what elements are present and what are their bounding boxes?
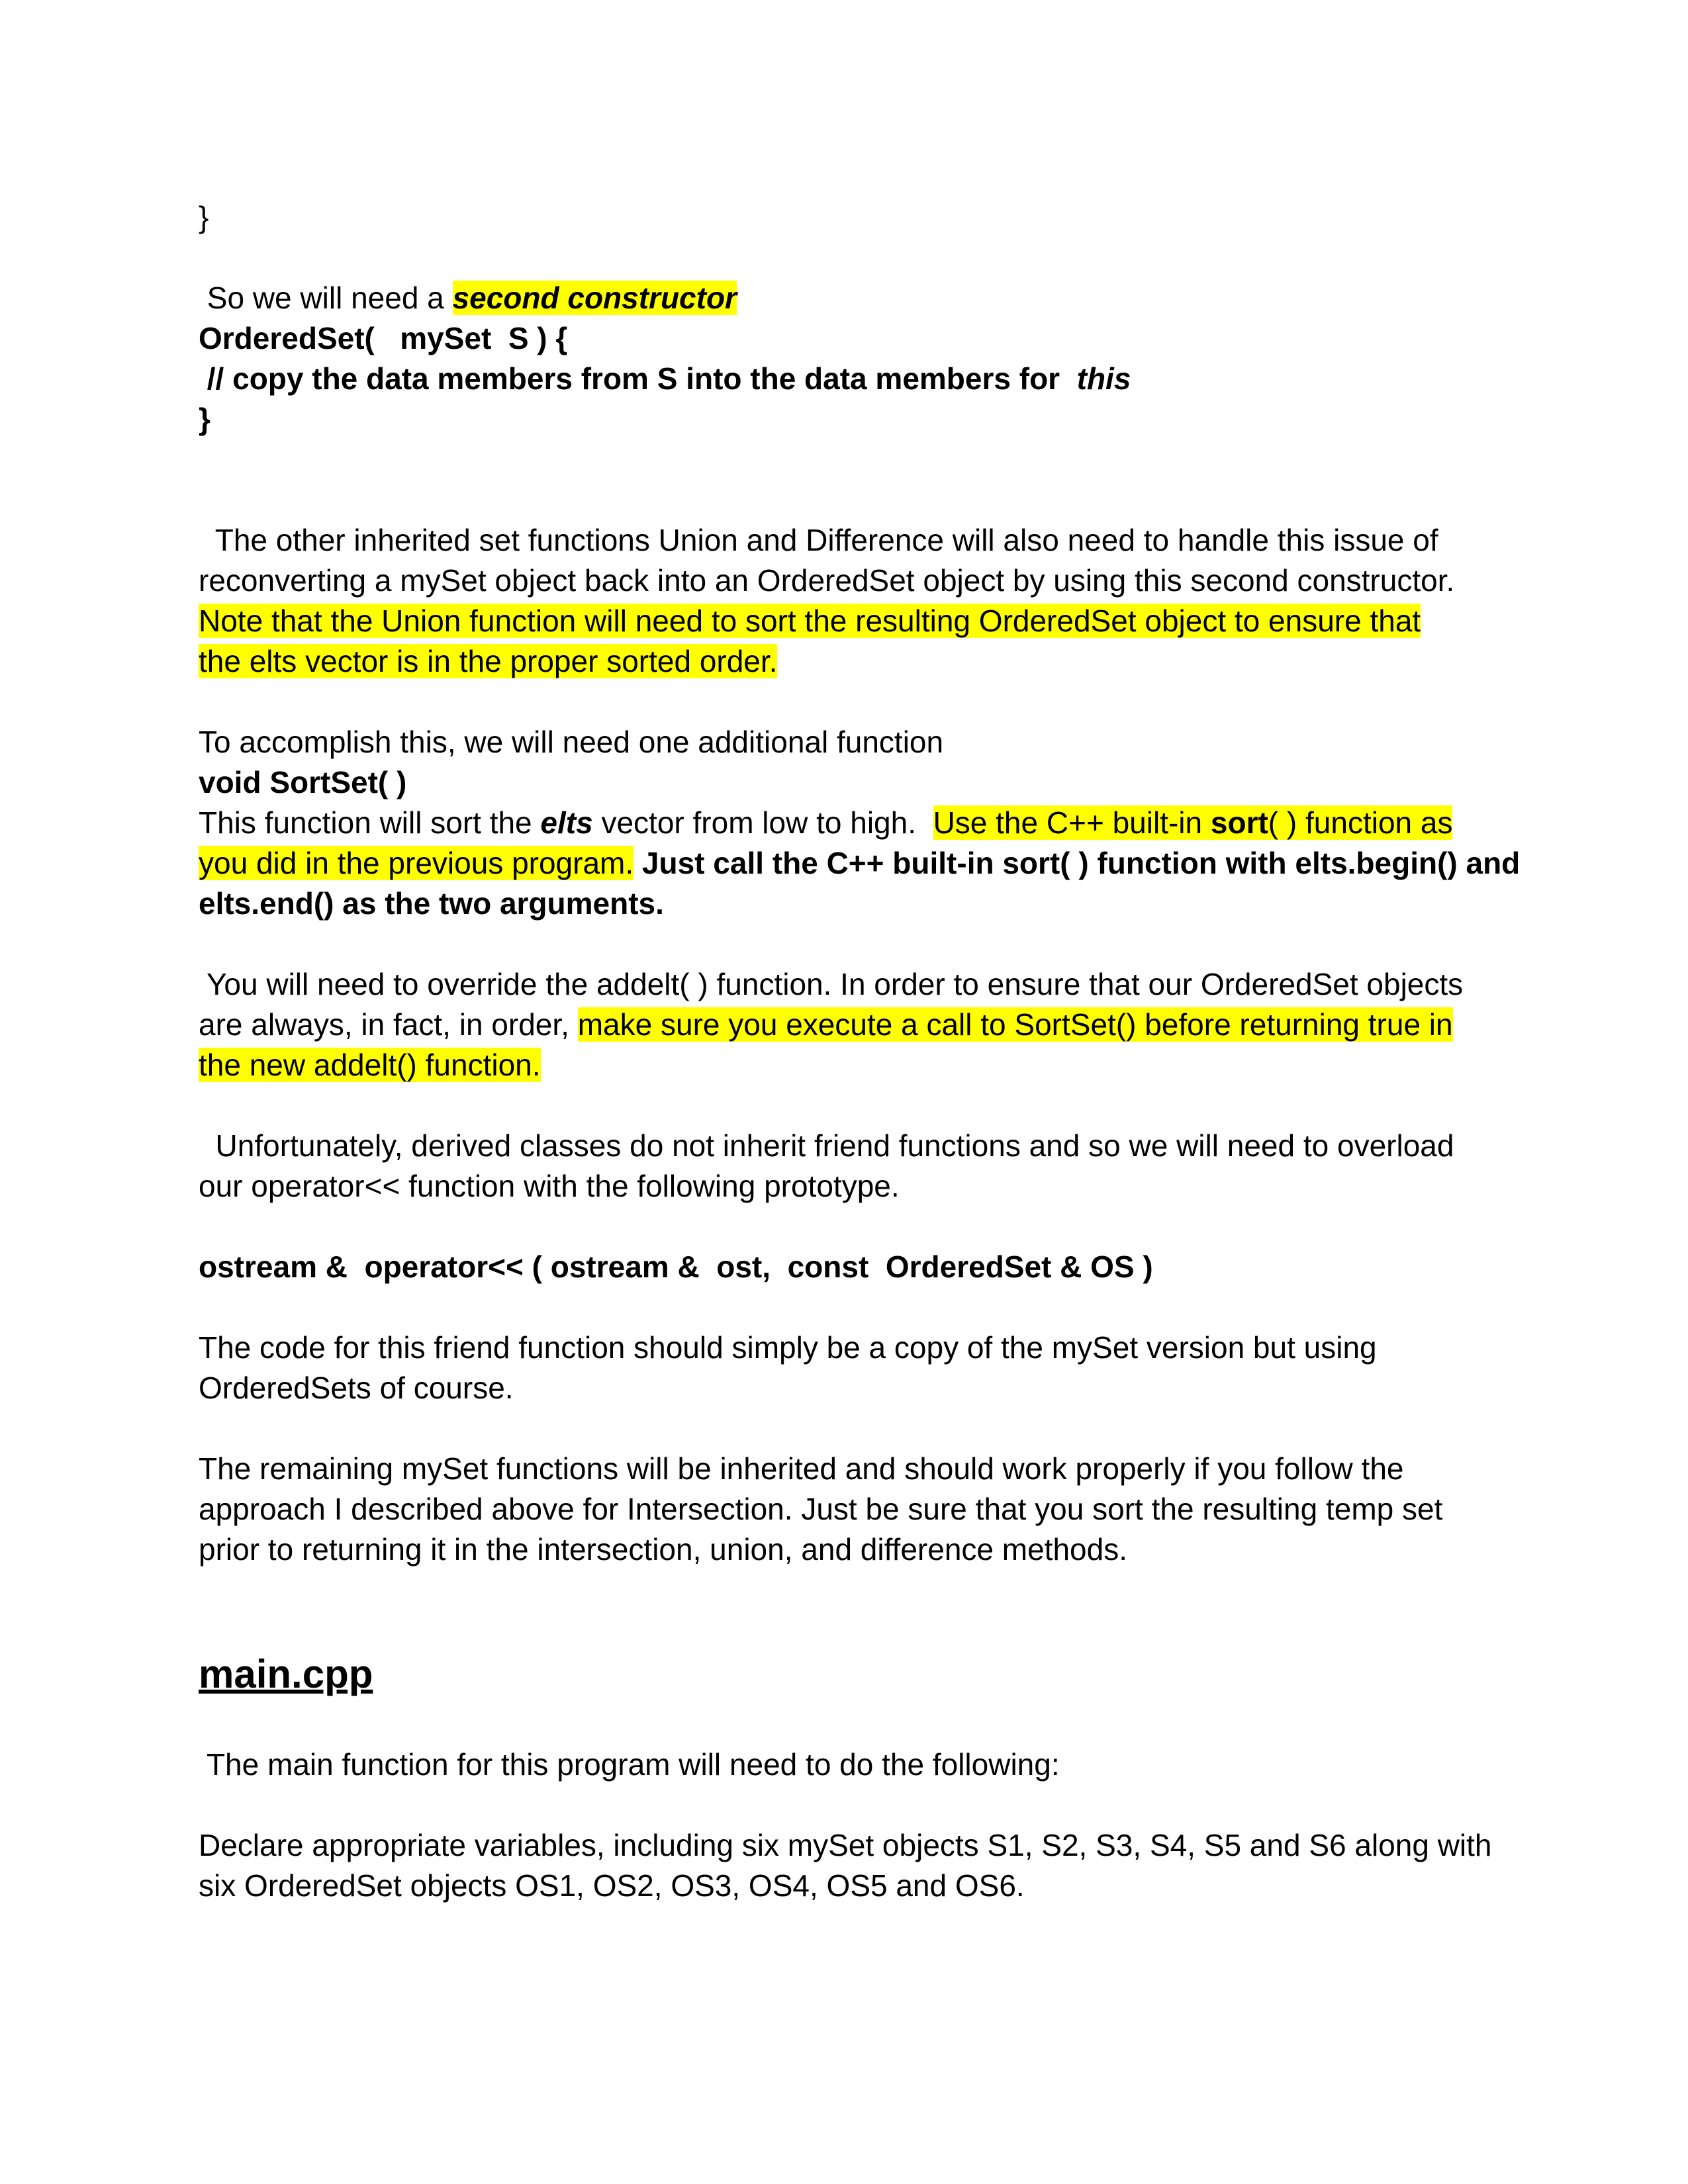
paragraph-line: six OrderedSet objects OS1, OS2, OS3, OS4, OS5 and OS6. [199, 1868, 1025, 1903]
sort-highlight: Use the C++ built-in sort( ) function as [933, 805, 1453, 840]
paragraph-line [199, 641, 777, 681]
paragraph-line: The main function for this program will need to do the following: [199, 1747, 1060, 1782]
sortset-call-highlight: make sure you execute a call to SortSet() before returning true in [577, 1007, 1453, 1042]
paragraph-line: You will need to override the addelt( ) function. In order to ensure that our OrderedSet objects [199, 967, 1464, 1001]
section-heading-main-cpp: main.cpp [199, 1652, 373, 1696]
paragraph-line: Declare appropriate variables, including six mySet objects S1, S2, S3, S4, S5 and S6 along with [199, 1828, 1492, 1862]
second-constructor-highlight: second constructor [452, 281, 737, 315]
paragraph-line: OrderedSets of course. [199, 1371, 514, 1405]
paragraph-line: This function will sort the elts vector from low to high. Use the C++ built-in sort( ) function as [199, 805, 1453, 840]
paragraph-line: Unfortunately, derived classes do not inherit friend functions and so we will need to overload [199, 1128, 1454, 1163]
closing-brace: } [199, 200, 209, 234]
paragraph-line: prior to returning it in the intersection, union, and difference methods. [199, 1532, 1127, 1567]
paragraph-line [199, 601, 1421, 641]
operator-prototype: ostream & operator<< ( ostream & ost, const OrderedSet & OS ) [199, 1250, 1153, 1284]
union-note-highlight: the elts vector is in the proper sorted order. [199, 644, 778, 678]
second-constructor-intro: So we will need a second constructor [199, 281, 737, 315]
paragraph-line: reconverting a mySet object back into an OrderedSet object by using this second constructor. [199, 563, 1455, 598]
paragraph-line: you did in the previous program. Just call the C++ built-in sort( ) function with elts.begin() and [199, 846, 1521, 880]
paragraph-line: are always, in fact, in order, make sure you execute a call to SortSet() before returning true in [199, 1007, 1453, 1042]
paragraph-line: The code for this friend function should simply be a copy of the mySet version but using [199, 1330, 1377, 1365]
paragraph-line: To accomplish this, we will need one additional function [199, 725, 944, 759]
paragraph-line: approach I described above for Intersection. Just be sure that you sort the resulting temp set [199, 1492, 1443, 1526]
paragraph-line: our operator<< function with the following prototype. [199, 1169, 900, 1203]
paragraph-line: The other inherited set functions Union and Difference will also need to handle this issue of [199, 523, 1438, 557]
sort-highlight: you did in the previous program. [199, 846, 634, 880]
sortset-prototype: void SortSet( ) [199, 765, 407, 799]
union-note-highlight: Note that the Union function will need to sort the resulting OrderedSet object to ensure that [199, 604, 1421, 638]
sortset-call-highlight: the new addelt() function. [199, 1048, 541, 1082]
paragraph-line: The remaining mySet functions will be inherited and should work properly if you follow the [199, 1451, 1404, 1486]
paragraph-line: elts.end() as the two arguments. [199, 886, 664, 921]
constructor-comment: // copy the data members from S into the data members for this [199, 361, 1131, 396]
paragraph-line [199, 1045, 541, 1085]
constructor-signature: OrderedSet( mySet S ) { [199, 321, 568, 355]
constructor-close-brace: } [199, 402, 211, 436]
